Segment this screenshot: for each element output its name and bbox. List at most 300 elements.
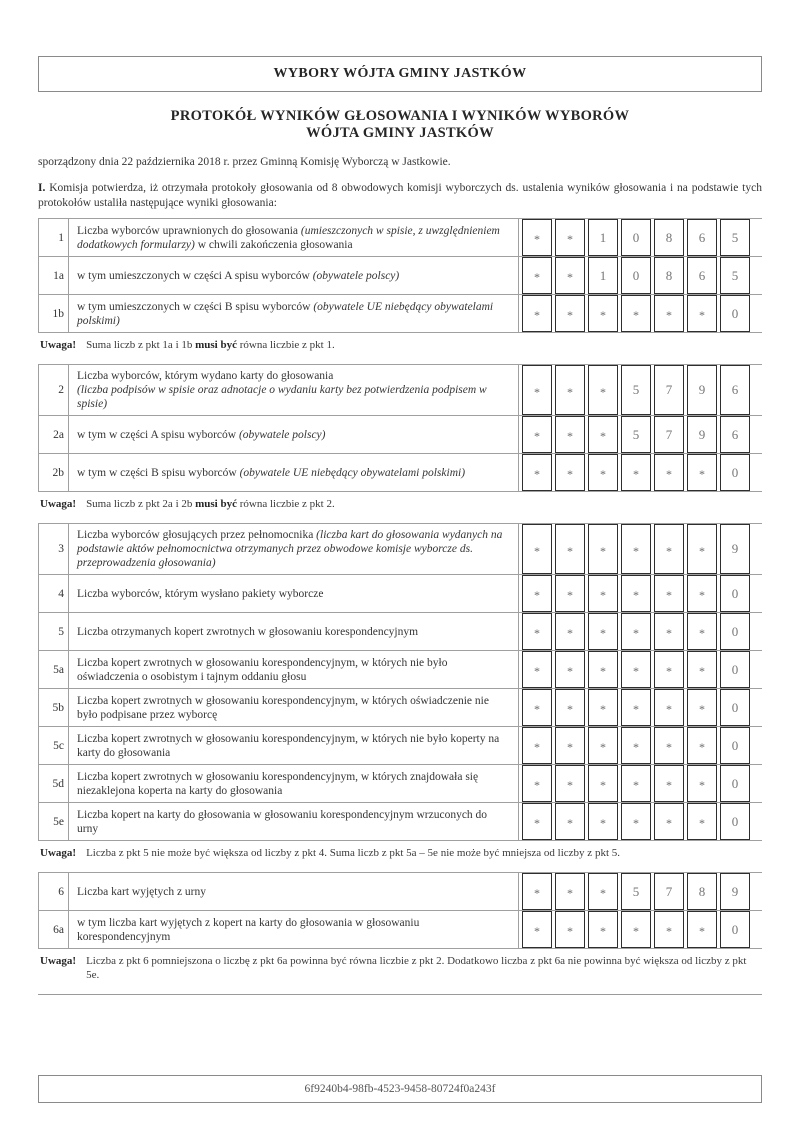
digit-box (555, 219, 585, 256)
note-segment: Suma liczb z pkt 1a i 1b (86, 339, 196, 351)
asterisk-placeholder: * (567, 429, 573, 443)
digit-box (654, 575, 684, 612)
description-segment: Liczba wyborców, którym wysłano pakiety wyborcze (77, 587, 324, 600)
digit-box (555, 524, 585, 574)
digit-box (522, 651, 552, 688)
row-description (69, 651, 519, 688)
asterisk-placeholder: * (567, 740, 573, 754)
title-box (38, 56, 762, 92)
description-segment: Liczba wyborców głosujących przez pełnomocnika (77, 529, 317, 541)
digit-value: 0 (731, 585, 739, 601)
digit-box (555, 803, 585, 840)
table-row-5a (39, 650, 762, 688)
digit-box (621, 689, 651, 726)
description-segment: Liczba kopert zwrotnych w głosowaniu korespondencyjnym, w których znajdowała się niezaklejona koperta na karty do głosowania (77, 770, 479, 797)
digit-box (588, 911, 618, 948)
digit-box (555, 727, 585, 764)
digit-box (720, 911, 750, 948)
asterisk-placeholder: * (666, 702, 672, 716)
digit-box (522, 803, 552, 840)
digit-value: 0 (731, 737, 739, 753)
digit-box (687, 911, 717, 948)
digit-value: 0 (731, 305, 739, 321)
table-row-5e (39, 802, 762, 840)
digit-box (555, 575, 585, 612)
digit-box (555, 911, 585, 948)
asterisk-placeholder: * (600, 429, 606, 443)
digit-box (654, 613, 684, 650)
asterisk-placeholder: * (666, 543, 672, 558)
digit-box (555, 873, 585, 910)
digit-value: 8 (665, 267, 673, 283)
digit-box (588, 613, 618, 650)
row-description-text (77, 808, 510, 836)
note-label: Uwaga! (40, 339, 77, 351)
row-description (69, 416, 519, 453)
asterisk-placeholder: * (567, 626, 573, 640)
digit-cells (519, 219, 762, 256)
row-description (69, 454, 519, 491)
asterisk-placeholder: * (567, 308, 573, 322)
asterisk-placeholder: * (699, 664, 705, 678)
digit-box (555, 651, 585, 688)
asterisk-placeholder: * (699, 626, 705, 640)
digit-box (522, 613, 552, 650)
row-number: 5 (39, 613, 69, 650)
row-description-text (77, 587, 323, 601)
digit-box (687, 257, 717, 294)
row-number: 1a (39, 257, 69, 294)
asterisk-placeholder: * (534, 543, 540, 558)
table-row-5b (39, 688, 762, 726)
digit-box (588, 524, 618, 574)
digit-box (687, 219, 717, 256)
asterisk-placeholder: * (633, 702, 639, 716)
description-segment: Liczba wyborców uprawnionych do głosowania (77, 224, 301, 237)
digit-box (687, 727, 717, 764)
row-description-text (77, 694, 510, 722)
digit-box (522, 365, 552, 415)
digit-value: 6 (698, 267, 706, 283)
digit-cells (519, 727, 762, 764)
digit-box (555, 689, 585, 726)
row-description (69, 524, 519, 574)
row-description-text (77, 770, 510, 798)
digit-box (588, 416, 618, 453)
asterisk-placeholder: * (600, 816, 606, 830)
row-description (69, 873, 519, 910)
asterisk-placeholder: * (600, 588, 606, 602)
digit-box (687, 575, 717, 612)
row-description-text (77, 732, 510, 760)
digit-box (720, 689, 750, 726)
digit-box (621, 651, 651, 688)
digit-box (654, 365, 684, 415)
results-table-2 (38, 364, 762, 492)
description-segment: w tym w części A spisu wyborców (77, 428, 239, 441)
digit-cells (519, 765, 762, 802)
digit-box (621, 454, 651, 491)
asterisk-placeholder: * (567, 543, 573, 558)
protocol-title-line1: PROTOKÓŁ WYNIKÓW GŁOSOWANIA I WYNIKÓW WYBORÓW (170, 108, 630, 124)
digit-box (654, 416, 684, 453)
note-1 (40, 338, 762, 352)
digit-value: 0 (731, 699, 739, 715)
row-description-text (77, 428, 326, 442)
asterisk-placeholder: * (600, 308, 606, 322)
asterisk-placeholder: * (534, 308, 540, 322)
row-description (69, 613, 519, 650)
row-description-text (77, 224, 510, 252)
digit-value: 9 (731, 883, 739, 899)
digit-box (588, 295, 618, 332)
table-row-4 (39, 574, 762, 612)
digit-value: 5 (632, 883, 640, 899)
asterisk-placeholder: * (534, 429, 540, 443)
digit-box (522, 727, 552, 764)
row-description-text (77, 466, 465, 480)
description-segment: w chwili zakończenia głosowania (194, 238, 353, 251)
digit-box (621, 295, 651, 332)
digit-box (720, 257, 750, 294)
table-row-6a (39, 910, 762, 948)
digit-box (687, 613, 717, 650)
table-row-1a (39, 256, 762, 294)
results-table-3 (38, 523, 762, 841)
digit-box (522, 524, 552, 574)
digit-box (621, 765, 651, 802)
description-segment: Liczba otrzymanych kopert zwrotnych w głosowaniu korespondencyjnym (77, 625, 419, 638)
digit-value: 0 (731, 813, 739, 829)
asterisk-placeholder: * (666, 664, 672, 678)
digit-box (621, 727, 651, 764)
digit-box (654, 295, 684, 332)
digit-box (654, 911, 684, 948)
asterisk-placeholder: * (666, 740, 672, 754)
digit-box (522, 765, 552, 802)
asterisk-placeholder: * (567, 664, 573, 678)
digit-box (720, 365, 750, 415)
intro-text: Komisja potwierdza, iż otrzymała protokoły głosowania od 8 obwodowych komisji wyborczych ds. ustalenia wyników głosowania i na podstawie tych protokołów ustaliła następujące wyniki głosowania: (38, 182, 762, 209)
asterisk-placeholder: * (633, 924, 639, 938)
asterisk-placeholder: * (534, 270, 540, 284)
row-number: 4 (39, 575, 69, 612)
digit-box (654, 651, 684, 688)
digit-box (687, 873, 717, 910)
note-bold-segment: musi być (195, 339, 237, 351)
asterisk-placeholder: * (534, 664, 540, 678)
digit-value: 0 (632, 229, 640, 245)
asterisk-placeholder: * (633, 778, 639, 792)
digit-box (720, 575, 750, 612)
row-number: 5d (39, 765, 69, 802)
asterisk-placeholder: * (534, 467, 540, 481)
digit-box (654, 454, 684, 491)
note-bold-segment: musi być (195, 498, 237, 510)
digit-box (621, 219, 651, 256)
digit-box (588, 765, 618, 802)
row-description (69, 219, 519, 256)
digit-box (588, 575, 618, 612)
row-number: 5a (39, 651, 69, 688)
note-segment: równa liczbie z pkt 2. (237, 498, 335, 510)
election-title: WYBORY WÓJTA GMINY JASTKÓW (273, 66, 527, 81)
digit-box (555, 765, 585, 802)
asterisk-placeholder: * (534, 232, 540, 246)
protocol-title-line2: WÓJTA GMINY JASTKÓW (306, 125, 494, 141)
asterisk-placeholder: * (666, 816, 672, 830)
digit-value: 8 (665, 229, 673, 245)
digit-value: 0 (731, 623, 739, 639)
asterisk-placeholder: * (534, 886, 540, 900)
row-description-text (77, 656, 510, 684)
digit-value: 0 (731, 661, 739, 677)
table-row-2a (39, 415, 762, 453)
digit-box (522, 295, 552, 332)
note-text (86, 846, 620, 860)
description-segment: w tym umieszczonych w części A spisu wyborców (77, 269, 313, 282)
digit-value: 6 (698, 229, 706, 245)
digit-cells (519, 873, 762, 910)
asterisk-placeholder: * (600, 626, 606, 640)
digit-box (522, 575, 552, 612)
digit-box (555, 365, 585, 415)
protocol-title (38, 108, 762, 142)
row-number: 5c (39, 727, 69, 764)
digit-box (654, 257, 684, 294)
row-description (69, 911, 519, 948)
digit-box (588, 454, 618, 491)
asterisk-placeholder: * (699, 543, 705, 558)
asterisk-placeholder: * (600, 924, 606, 938)
asterisk-placeholder: * (534, 816, 540, 830)
description-segment: Liczba kart wyjętych z urny (77, 885, 206, 898)
digit-cells (519, 454, 762, 491)
digit-value: 0 (632, 267, 640, 283)
row-number: 3 (39, 524, 69, 574)
asterisk-placeholder: * (534, 588, 540, 602)
row-description-text (77, 269, 399, 283)
note-label: Uwaga! (40, 847, 77, 859)
digit-box (588, 689, 618, 726)
asterisk-placeholder: * (534, 626, 540, 640)
row-description (69, 765, 519, 802)
digit-box (687, 689, 717, 726)
row-description (69, 295, 519, 332)
asterisk-placeholder: * (600, 702, 606, 716)
asterisk-placeholder: * (600, 886, 606, 900)
digit-box (720, 454, 750, 491)
row-description (69, 803, 519, 840)
description-italic-segment: (obywatele polscy) (312, 269, 400, 282)
digit-value: 9 (698, 426, 706, 442)
row-number: 6 (39, 873, 69, 910)
asterisk-placeholder: * (600, 740, 606, 754)
asterisk-placeholder: * (600, 543, 606, 558)
row-number: 2 (39, 365, 69, 415)
asterisk-placeholder: * (567, 886, 573, 900)
asterisk-placeholder: * (633, 664, 639, 678)
asterisk-placeholder: * (699, 778, 705, 792)
digit-box (720, 873, 750, 910)
asterisk-placeholder: * (534, 778, 540, 792)
table-row-2 (39, 365, 762, 415)
row-description (69, 727, 519, 764)
description-segment: Liczba kopert zwrotnych w głosowaniu korespondencyjnym, w których nie było koperty na karty do głosowania (77, 732, 500, 759)
digit-value: 5 (731, 267, 739, 283)
digit-value: 5 (632, 426, 640, 442)
asterisk-placeholder: * (534, 702, 540, 716)
digit-box (720, 295, 750, 332)
asterisk-placeholder: * (633, 543, 639, 558)
table-row-5 (39, 612, 762, 650)
digit-box (555, 454, 585, 491)
note-label: Uwaga! (40, 498, 77, 510)
asterisk-placeholder: * (699, 816, 705, 830)
digit-value: 6 (731, 426, 739, 442)
digit-box (720, 651, 750, 688)
digit-cells (519, 257, 762, 294)
digit-box (687, 651, 717, 688)
description-italic-segment: (liczba podpisów w spisie oraz adnotacje o wydaniu karty bez potwierdzenia podpisem w spisie) (77, 384, 487, 410)
asterisk-placeholder: * (534, 740, 540, 754)
digit-box (621, 257, 651, 294)
intro-section-number: I. (38, 182, 46, 194)
digit-cells (519, 295, 762, 332)
digit-box (720, 803, 750, 840)
digit-box (720, 613, 750, 650)
asterisk-placeholder: * (600, 467, 606, 481)
digit-cells (519, 613, 762, 650)
digit-box (555, 295, 585, 332)
asterisk-placeholder: * (666, 626, 672, 640)
digit-box (621, 911, 651, 948)
note-text (86, 954, 762, 982)
table-row-5d (39, 764, 762, 802)
table-row-1 (39, 219, 762, 256)
row-number: 6a (39, 911, 69, 948)
digit-cells (519, 365, 762, 415)
asterisk-placeholder: * (567, 467, 573, 481)
description-italic-segment: (obywatele UE niebędący obywatelami polskimi) (77, 300, 494, 327)
digit-box (687, 524, 717, 574)
digit-value: 5 (731, 229, 739, 245)
digit-value: 1 (599, 267, 607, 283)
digit-cells (519, 524, 762, 574)
asterisk-placeholder: * (666, 308, 672, 322)
digit-box (621, 873, 651, 910)
row-description (69, 689, 519, 726)
asterisk-placeholder: * (534, 384, 540, 399)
digit-value: 0 (731, 921, 739, 937)
results-table-4 (38, 872, 762, 949)
digit-box (555, 416, 585, 453)
digit-value: 8 (698, 883, 706, 899)
description-italic-segment: (obywatele polscy) (238, 428, 326, 441)
row-description (69, 575, 519, 612)
table-row-5c (39, 726, 762, 764)
asterisk-placeholder: * (567, 702, 573, 716)
row-number: 5b (39, 689, 69, 726)
row-description (69, 257, 519, 294)
row-description-text (77, 625, 418, 639)
digit-box (687, 765, 717, 802)
results-tables (38, 218, 762, 982)
digit-box (588, 257, 618, 294)
digit-box (555, 257, 585, 294)
digit-box (522, 911, 552, 948)
note-segment: Suma liczb z pkt 2a i 2b (86, 498, 196, 510)
row-number: 2a (39, 416, 69, 453)
digit-value: 6 (731, 382, 739, 397)
asterisk-placeholder: * (600, 778, 606, 792)
digit-cells (519, 803, 762, 840)
asterisk-placeholder: * (633, 467, 639, 481)
digit-box (588, 873, 618, 910)
digit-cells (519, 575, 762, 612)
digit-box (522, 689, 552, 726)
description-italic-segment: (umieszczonych w spisie, z uwzględnieniem dodatkowych formularzy) (77, 224, 500, 251)
digit-box (687, 803, 717, 840)
description-segment: w tym umieszczonych w części B spisu wyborców (77, 300, 314, 313)
digit-box (522, 416, 552, 453)
asterisk-placeholder: * (666, 588, 672, 602)
digit-box (588, 219, 618, 256)
digit-box (720, 219, 750, 256)
document-id-box (38, 1075, 762, 1103)
table-row-2b (39, 453, 762, 491)
row-description-text (77, 369, 510, 411)
digit-box (687, 365, 717, 415)
row-description-text (77, 300, 510, 328)
digit-box (687, 295, 717, 332)
note-label: Uwaga! (40, 955, 77, 967)
digit-box (588, 727, 618, 764)
digit-value: 1 (599, 229, 607, 245)
results-table-1 (38, 218, 762, 333)
description-segment: Liczba kopert zwrotnych w głosowaniu korespondencyjnym, w których oświadczenie nie było podpisane przez wyborcę (77, 694, 489, 721)
asterisk-placeholder: * (699, 308, 705, 322)
digit-cells (519, 689, 762, 726)
row-description-text (77, 885, 206, 899)
description-segment: w tym w części B spisu wyborców (77, 466, 240, 479)
digit-box (720, 727, 750, 764)
digit-box (687, 416, 717, 453)
asterisk-placeholder: * (666, 467, 672, 481)
digit-box (654, 524, 684, 574)
asterisk-placeholder: * (666, 778, 672, 792)
digit-value: 0 (731, 775, 739, 791)
digit-box (621, 416, 651, 453)
row-description (69, 365, 519, 415)
asterisk-placeholder: * (567, 816, 573, 830)
note-text (86, 338, 335, 352)
asterisk-placeholder: * (699, 467, 705, 481)
description-segment: Liczba kopert zwrotnych w głosowaniu korespondencyjnym, w których nie było oświadczenia o osobistym i tajnym oddaniu głosu (77, 656, 448, 683)
prepared-line: sporządzony dnia 22 października 2018 r. przez Gminną Komisję Wyborczą w Jastkowie. (38, 156, 451, 168)
table-row-6 (39, 873, 762, 910)
digit-box (654, 219, 684, 256)
digit-box (588, 651, 618, 688)
digit-box (555, 613, 585, 650)
digit-box (522, 873, 552, 910)
digit-box (621, 613, 651, 650)
row-number: 5e (39, 803, 69, 840)
asterisk-placeholder: * (699, 740, 705, 754)
note-2 (40, 497, 762, 511)
asterisk-placeholder: * (567, 270, 573, 284)
asterisk-placeholder: * (534, 924, 540, 938)
